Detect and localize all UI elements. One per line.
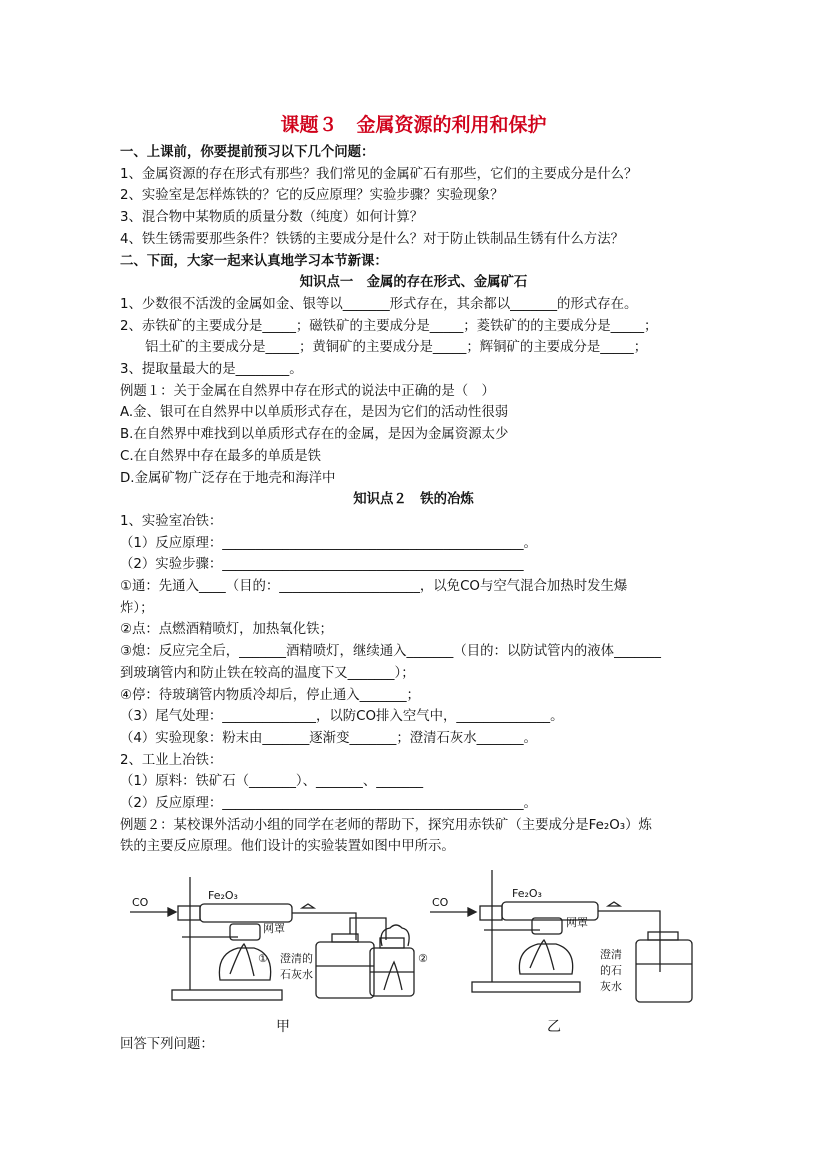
caption-yi: 乙 — [547, 1019, 561, 1035]
text-line: ④停：待玻璃管内物质冷却后，停止通入_______； — [120, 687, 420, 703]
text-line: C.在自然界中存在最多的单质是铁 — [120, 448, 322, 464]
text-line: ②点：点燃酒精喷灯，加热氧化铁； — [120, 622, 333, 638]
text-line: 2、赤铁矿的主要成分是_____；磁铁矿的主要成分是_____；菱铁矿的的主要成分是_____； — [120, 318, 658, 334]
experiment-figure — [120, 862, 720, 1022]
fe2o3-label-right: Fe₂O₃ — [512, 887, 542, 900]
text-line: A.金、银可在自然界中以单质形式存在，是因为它们的活动性很弱 — [120, 405, 509, 421]
limewater-label-d: 的石 — [600, 964, 622, 977]
fe2o3-label-left: Fe₂O₃ — [208, 889, 238, 902]
text-line: 铁的主要反应原理。他们设计的实验装置如图中甲所示。 — [120, 839, 455, 855]
text-line: ①通：先通入____（目的：_____________________，以免CO与空气混合加热时发生爆 — [120, 579, 628, 594]
text-line: 二、下面，大家一起来认真地学习本节新课： — [120, 253, 388, 269]
mark-1: ① — [258, 952, 268, 965]
text-line: （3）尾气处理：______________，以防CO排入空气中，______________。 — [120, 709, 564, 725]
text-line: 知识点２ 铁的冶炼 — [353, 492, 474, 508]
mark-2: ② — [418, 952, 428, 965]
text-line: 到玻璃管内和防止铁在较高的温度下又_______）； — [120, 665, 415, 681]
text-line: （1）原料：铁矿石（_______）、_______、_______ — [120, 774, 424, 790]
page-title: 课题３ 金属资源的利用和保护 — [280, 114, 547, 136]
text-line: （1）反应原理：_____________________________________________。 — [120, 535, 537, 551]
co-label-left: CO — [132, 896, 149, 909]
text-line: 2、工业上冶铁： — [120, 752, 223, 768]
limewater-label-b: 石灰水 — [280, 968, 313, 981]
text-line: 1、少数很不活泼的金属如金、银等以_______形式存在，其余都以_______的形式存在。 — [120, 296, 638, 312]
net-label-left: 网罩 — [263, 922, 285, 935]
text-line: （2）实验步骤：_____________________________________________ — [120, 557, 524, 573]
text-line: （2）反应原理：_____________________________________________。 — [120, 796, 537, 811]
text-line: 例题２：某校课外活动小组的同学在老师的帮助下，探究用赤铁矿（主要成分是Fe₂O₃）炼 — [120, 817, 652, 833]
text-line: ③熄：反应完全后，_______酒精喷灯，继续通入_______（目的：以防试管内的液体_______ — [120, 644, 661, 660]
text-line: 2、实验室是怎样炼铁的？它的反应原理？实验步骤？实验现象？ — [120, 188, 504, 204]
text-line: 1、金属资源的存在形式有那些？我们常见的金属矿石有那些，它们的主要成分是什么？ — [120, 166, 638, 182]
text-line: 炸）； — [120, 600, 154, 616]
net-label-right: 网罩 — [566, 916, 588, 929]
text-line: 1、实验室冶铁： — [120, 513, 223, 529]
text-line: 铝土矿的主要成分是_____；黄铜矿的主要成分是_____；辉铜矿的主要成分是_____； — [145, 340, 648, 356]
text-line: 3、混合物中某物质的质量分数（纯度）如何计算？ — [120, 210, 424, 226]
caption-jia: 甲 — [276, 1019, 290, 1035]
footer-line: 回答下列问题： — [120, 1037, 214, 1052]
limewater-label-c: 澄清 — [600, 948, 622, 961]
text-line: 3、提取量最大的是________。 — [120, 362, 303, 377]
text-line: （4）实验现象：粉末由_______逐渐变_______；澄清石灰水_______。 — [120, 730, 537, 746]
text-line: 例题１：关于金属在自然界中存在形式的说法中正确的是（ ） — [120, 383, 495, 399]
apparatus-diagram — [120, 862, 720, 1022]
text-line: 一、上课前，你要提前预习以下几个问题： — [120, 145, 375, 160]
text-line: D.金属矿物广泛存在于地壳和海洋中 — [120, 470, 336, 486]
co-label-right: CO — [432, 896, 449, 909]
text-line: 4、铁生锈需要那些条件？铁锈的主要成分是什么？对于防止铁制品生锈有什么方法？ — [120, 231, 624, 247]
text-line: B.在自然界中难找到以单质形式存在的金属，是因为金属资源太少 — [120, 427, 509, 443]
limewater-label-e: 灰水 — [600, 980, 622, 993]
text-line: 知识点一 金属的存在形式、金属矿石 — [299, 275, 528, 291]
limewater-label-a: 澄清的 — [280, 952, 313, 965]
